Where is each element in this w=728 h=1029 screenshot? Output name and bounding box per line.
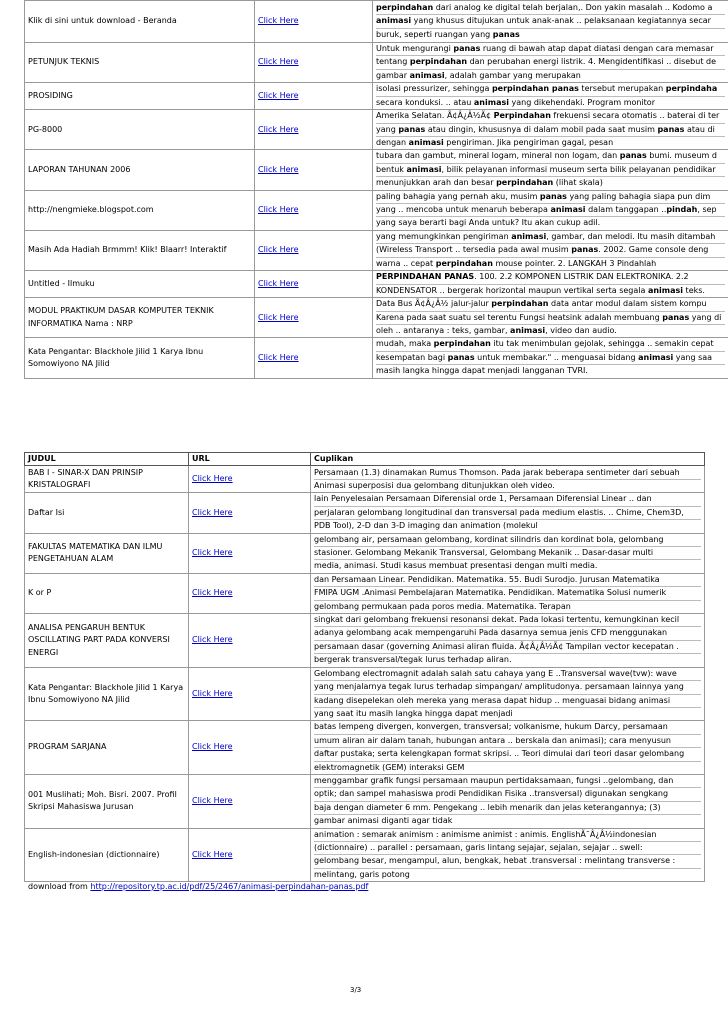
snippet-line: animasi yang khusus ditujukan untuk anak-anak .. pelaksanaan kegiatannya secar — [376, 15, 725, 28]
table-row — [25, 43, 728, 83]
snippet-cell — [373, 190, 728, 230]
table-row — [25, 83, 728, 110]
results-table-2 — [24, 452, 705, 882]
snippet-line: tentang perpindahan dan perubahan energi listrik. 4. Mengidentifikasi .. disebut de — [376, 56, 725, 69]
snippet-line: Animasi superposisi dua gelombang ditunjukkan oleh video. — [314, 480, 555, 490]
snippet-line: yang menjalarnya tegak lurus terhadap simpangan/ amplitudonya. persamaan lainnya yang — [314, 681, 701, 694]
document-title: Untitled - Ilmuku — [25, 271, 255, 298]
table-row — [25, 721, 705, 775]
document-title: Kata Pengantar: Blackhole Jilid 1 Karya Ibnu Somowiyono NA Jilid — [25, 338, 255, 378]
snippet-line: umum aliran air dalam tanah, hubungan antara .. berskala dan animasi); cara menyusun — [314, 735, 701, 748]
click-here-link[interactable]: Click Here — [192, 507, 233, 517]
download-prefix: download from — [28, 882, 88, 891]
link-cell — [189, 614, 311, 668]
snippet-cell — [373, 271, 728, 298]
snippet-line: bentuk animasi, bilik pelayanan informasi museum serta bilik pelayanan pendidikar — [376, 164, 725, 177]
snippet-line: dan Persamaan Linear. Pendidikan. Matematika. 55. Budi Surodjo. Jurusan Matematika — [314, 574, 701, 587]
click-here-link[interactable]: Click Here — [258, 124, 299, 134]
table-row — [25, 667, 705, 721]
snippet-line: KONDENSATOR .. bergerak horizontal maupun vertikal serta segala animasi teks. — [376, 285, 705, 295]
snippet-cell — [373, 298, 728, 338]
table-row — [25, 774, 705, 828]
snippet-line: yang .. mencoba untuk menaruh beberapa animasi dalam tanggapan ..pindah, sep — [376, 204, 725, 217]
link-cell — [255, 83, 373, 110]
snippet-cell — [311, 614, 705, 668]
table-row — [25, 150, 728, 190]
download-source — [28, 882, 368, 891]
column-header-judul: JUDUL — [25, 453, 189, 466]
table-row — [25, 271, 728, 298]
link-cell — [255, 150, 373, 190]
snippet-line: Karena pada saat suatu sel terentu Fungsi heatsink adalah membuang panas yang di — [376, 312, 725, 325]
snippet-cell — [311, 828, 705, 882]
link-cell — [189, 667, 311, 721]
link-cell — [189, 828, 311, 882]
snippet-line: persamaan dasar (governing Animasi aliran fluida. Ã¢Â¿Â½Ã¢ Tampilan vector kecepatan . — [314, 641, 701, 654]
snippet-cell — [373, 230, 728, 270]
document-title: PROGRAM SARJANA — [25, 721, 189, 775]
snippet-line: singkat dari gelombang frekuensi resonansi dekat. Pada lokasi tertentu, kemungkinan kecil — [314, 614, 701, 627]
click-here-link[interactable]: Click Here — [192, 548, 233, 558]
snippet-line: kadang disepelekan oleh mereka yang merasa dapat hidup .. menguasai bidang animasi — [314, 695, 701, 708]
snippet-line: gambar animasi diganti agar tidak — [314, 816, 453, 826]
column-header-url: URL — [189, 453, 311, 466]
table-row — [25, 298, 728, 338]
document-title: Daftar Isi — [25, 493, 189, 533]
link-cell — [255, 271, 373, 298]
click-here-link[interactable]: Click Here — [258, 91, 299, 101]
click-here-link[interactable]: Click Here — [258, 312, 299, 322]
snippet-cell — [373, 83, 728, 110]
table-row — [25, 110, 728, 150]
snippet-line: melintang, garis potong — [314, 869, 410, 879]
document-title: FAKULTAS MATEMATIKA DAN ILMU PENGETAHUAN ALAM — [25, 533, 189, 573]
snippet-line: yang saya berarti bagi Anda untuk? Itu akan cukup adil. — [376, 218, 601, 228]
document-title: LAPORAN TAHUNAN 2006 — [25, 150, 255, 190]
link-cell — [255, 190, 373, 230]
click-here-link[interactable]: Click Here — [258, 205, 299, 215]
snippet-line: oleh .. antaranya : teks, gambar, animasi, video dan audio. — [376, 325, 617, 335]
document-title: BAB I - SINAR-X DAN PRINSIP KRISTALOGRAFI — [25, 466, 189, 493]
table-row — [25, 338, 728, 378]
link-cell — [255, 230, 373, 270]
table-row — [25, 533, 705, 573]
snippet-cell — [311, 721, 705, 775]
document-title: English-indonesian (dictionnaire) — [25, 828, 189, 882]
snippet-line: Untuk mengurangi panas ruang di bawah atap dapat diatasi dengan cara memasar — [376, 43, 725, 56]
document-title: Kata Pengantar: Blackhole Jilid 1 Karya Ibnu Somowiyono NA Jilid — [25, 667, 189, 721]
click-here-link[interactable]: Click Here — [258, 245, 299, 255]
table-header-row — [25, 453, 705, 466]
snippet-line: FMIPA UGM .Animasi Pembelajaran Matematika. Pendidikan. Matematika Solusi numerik — [314, 587, 701, 600]
snippet-line: kesempatan bagi panas untuk membakar." .. menguasai bidang animasi yang saa — [376, 352, 725, 365]
link-cell — [255, 338, 373, 378]
snippet-line: isolasi pressurizer, sehingga perpindahan panas tersebut merupakan perpindaha — [376, 83, 725, 96]
click-here-link[interactable]: Click Here — [258, 164, 299, 174]
click-here-link[interactable]: Click Here — [192, 474, 233, 484]
snippet-line: tubara dan gambut, mineral logam, mineral non logam, dan panas bumi. museum d — [376, 150, 725, 163]
page-number: 3/3 — [350, 986, 362, 994]
snippet-line: secara konduksi. .. atau animasi yang dikehendaki. Program monitor — [376, 97, 655, 107]
column-header-cuplikan: Cuplikan — [311, 453, 705, 466]
snippet-line: menunjukkan arah dan besar perpindahan (lihat skala) — [376, 178, 603, 188]
document-title: Klik di sini untuk download - Beranda — [25, 1, 255, 43]
snippet-line: masih langka hingga dapat menjadi langganan TVRI. — [376, 366, 588, 376]
click-here-link[interactable]: Click Here — [258, 352, 299, 362]
click-here-link[interactable]: Click Here — [192, 796, 233, 806]
table-row — [25, 466, 705, 493]
snippet-line: media, animasi. Studi kasus membuat presentasi dengan multi media. — [314, 561, 598, 571]
click-here-link[interactable]: Click Here — [192, 688, 233, 698]
click-here-link[interactable]: Click Here — [192, 588, 233, 598]
click-here-link[interactable]: Click Here — [258, 16, 299, 26]
snippet-line: yang saat itu masih langka hingga dapat menjadi — [314, 708, 513, 718]
link-cell — [255, 43, 373, 83]
link-cell — [189, 493, 311, 533]
snippet-line: gelombang permukaan pada poros media. Matematika. Terapan — [314, 601, 571, 611]
table-row — [25, 190, 728, 230]
snippet-cell — [311, 493, 705, 533]
snippet-line: Gelombang electromagnit adalah salah satu cahaya yang E ..Transversal wave(tvw): wave — [314, 668, 701, 681]
document-title: Masih Ada Hadiah Brmmm! Klik! Blaarr! Interaktif — [25, 230, 255, 270]
click-here-link[interactable]: Click Here — [258, 57, 299, 67]
snippet-cell — [373, 43, 728, 83]
link-cell — [189, 466, 311, 493]
snippet-line: Persamaan (1.3) dinamakan Rumus Thomson. Pada jarak beberapa sentimeter dari sebuah — [314, 467, 701, 480]
link-cell — [255, 1, 373, 43]
snippet-cell — [373, 150, 728, 190]
snippet-cell — [311, 466, 705, 493]
table-row — [25, 828, 705, 882]
click-here-link[interactable]: Click Here — [258, 278, 299, 288]
click-here-link[interactable]: Click Here — [192, 742, 233, 752]
download-url-link[interactable]: http://repository.tp.ac.id/pdf/25/2467/animasi-perpindahan-panas.pdf — [90, 882, 369, 891]
snippet-line: yang panas atau dingin, khususnya di dalam mobil pada saat musim panas atau di — [376, 124, 725, 137]
document-title: K or P — [25, 573, 189, 613]
snippet-cell — [311, 533, 705, 573]
document-title: ANALISA PENGARUH BENTUK OSCILLATING PART PADA KONVERSI ENERGI — [25, 614, 189, 668]
snippet-line: yang memungkinkan pengiriman animasi, gambar, dan melodi. Itu masih ditambah — [376, 231, 725, 244]
table-row — [25, 573, 705, 613]
snippet-line: daftar pustaka; serta kelengkapan format skripsi. .. Teori dimulai dari teori dasar gelombang — [314, 748, 701, 761]
link-cell — [255, 298, 373, 338]
snippet-line: Data Bus Ã¢Â¿Â½ jalur-jalur perpindahan data antar modul dalam sistem kompu — [376, 298, 725, 311]
snippet-line: PERPINDAHAN PANAS. 100. 2.2 KOMPONEN LISTRIK DAN ELEKTRONIKA. 2.2 — [376, 271, 725, 284]
snippet-line: batas lempeng divergen, konvergen, transversal; volkanisme, hukum Darcy, persamaan — [314, 721, 701, 734]
snippet-line: baja dengan diameter 6 mm. Pengekang .. lebih menarik dan jelas keterangannya; (3) — [314, 802, 701, 815]
click-here-link[interactable]: Click Here — [192, 849, 233, 859]
snippet-line: paling bahagia yang pernah aku, musim panas yang paling bahagia siapa pun dim — [376, 191, 725, 204]
snippet-line: gelombang besar, mengampul, alun, bengkak, hebat .transversal : melintang transverse : — [314, 855, 701, 868]
snippet-line: buruk, seperti ruangan yang panas — [376, 29, 520, 39]
snippet-cell — [373, 1, 728, 43]
snippet-line: optik; dan sampel mahasiswa prodi Pendidikan Fisika ..transversal) digunakan sengkang — [314, 788, 701, 801]
snippet-line: lain Penyelesaian Persamaan Diferensial orde 1, Persamaan Diferensial Linear .. dan — [314, 493, 701, 506]
document-title: PETUNJUK TEKNIS — [25, 43, 255, 83]
snippet-line: adanya gelombang acak mempengaruhi Pada dasarnya semua jenis CFD menggunakan — [314, 627, 701, 640]
snippet-cell — [311, 774, 705, 828]
snippet-cell — [311, 573, 705, 613]
link-cell — [189, 774, 311, 828]
snippet-line: mudah, maka perpindahan itu tak menimbulan gejolak, sehingga .. semakin cepat — [376, 338, 725, 351]
snippet-line: bergerak transversal/tegak lurus terhadap aliran. — [314, 655, 512, 665]
snippet-line: elektromagnetik (GEM) interaksi GEM — [314, 762, 465, 772]
table-row — [25, 614, 705, 668]
document-title: PROSIDING — [25, 83, 255, 110]
snippet-line: animation : semarak animism : animisme animist : animis. EnglishÃ¯Â¿Â½indonesian — [314, 829, 701, 842]
table-row — [25, 230, 728, 270]
snippet-line: (Wireless Transport .. tersedia pada awal musim panas. 2002. Game console deng — [376, 244, 725, 257]
snippet-cell — [373, 338, 728, 378]
snippet-line: perpindahan dari analog ke digital telah berjalan,. Don yakin masalah .. Kodomo a — [376, 2, 725, 15]
snippet-line: (dictionnaire) .. parallel : persamaan, garis lintang sejajar, sejalan, sejajar .. swell: — [314, 842, 701, 855]
snippet-cell — [311, 667, 705, 721]
table-row — [25, 493, 705, 533]
snippet-line: gambar animasi, adalah gambar yang merupakan — [376, 70, 581, 80]
click-here-link[interactable]: Click Here — [192, 635, 233, 645]
snippet-line: Amerika Selatan. Ã¢Â¿Â½Ã¢ Perpindahan frekuensi secara otomatis .. baterai di ter — [376, 110, 725, 123]
document-title: MODUL PRAKTIKUM DASAR KOMPUTER TEKNIK INFORMATIKA Nama : NRP — [25, 298, 255, 338]
snippet-line: PDB Tool), 2-D dan 3-D imaging dan animation (molekul — [314, 521, 538, 531]
document-title: http://nengmieke.blogspot.com — [25, 190, 255, 230]
document-title: PG-8000 — [25, 110, 255, 150]
snippet-line: perjalaran gelombang longitudinal dan transversal pada medium elastis. .. Chime, Chem3D, — [314, 507, 701, 520]
snippet-line: menggambar grafik fungsi persamaan maupun pertidaksamaan, fungsi ..gelombang, dan — [314, 775, 701, 788]
results-table-1 — [24, 0, 728, 379]
snippet-line: gelombang air, persamaan gelombang, kordinat silindris dan kordinat bola, gelombang — [314, 534, 701, 547]
link-cell — [189, 573, 311, 613]
link-cell — [189, 721, 311, 775]
document-title: 001 Muslihati; Moh. Bisri. 2007. Profil Skripsi Mahasiswa Jurusan — [25, 774, 189, 828]
link-cell — [255, 110, 373, 150]
snippet-line: warna .. cepat perpindahan mouse pointer. 2. LANGKAH 3 Pindahlah — [376, 258, 657, 268]
snippet-line: dengan animasi pengiriman. Jika pengiriman gagal, pesan — [376, 138, 614, 148]
link-cell — [189, 533, 311, 573]
table-row — [25, 1, 728, 43]
snippet-cell — [373, 110, 728, 150]
snippet-line: stasioner. Gelombang Mekanik Transversal, Gelombang Mekanik .. Dasar-dasar multi — [314, 547, 701, 560]
